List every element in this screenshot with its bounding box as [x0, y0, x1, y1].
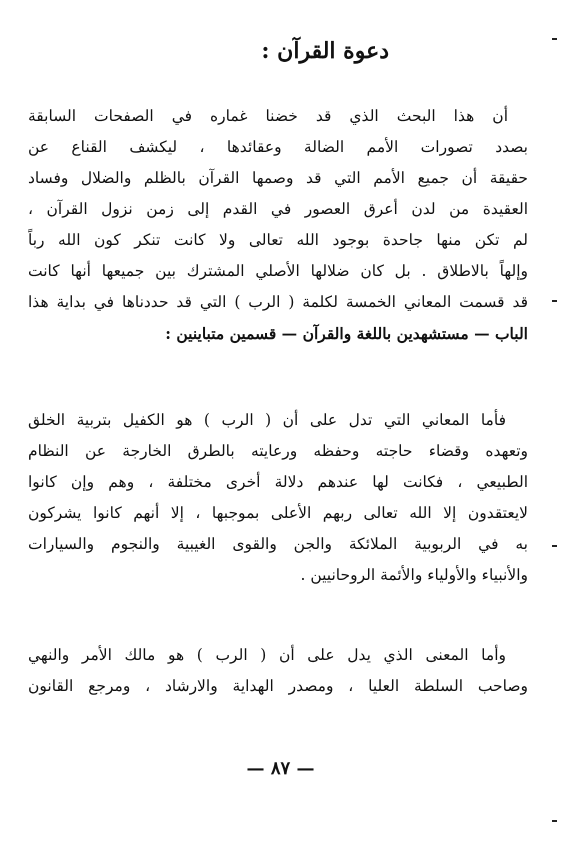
text-line: الطبيعي ، فكانت لها عندهم دلالة أخرى مختلفة ، وهم وإن كانوا: [28, 473, 528, 491]
section-heading: دعوة القرآن :: [261, 38, 389, 64]
text-line: وتعهده وقضاء حاجته وحفظه ورعايته بالطرق الخارجة عن النظام: [28, 442, 528, 460]
text-line: لايعتقدون إلا الله تعالى ربهم الأعلى بموجبها ، إلا أنهم كانوا يشركون: [28, 504, 528, 522]
text-line: العقيدة من لدن أعرق العصور في القدم إلى زمن نزول القرآن ،: [28, 200, 528, 218]
text-line: بصدد تصورات الأمم الضالة وعقائدها ، ليكشف القناع عن: [28, 138, 528, 156]
text-line: الباب — مستشهدين باللغة والقرآن — قسمين متباينين :: [165, 324, 528, 343]
text-line: وإلهاً بالاطلاق . بل كان ضلالها الأصلي المشترك بين جميعها أنها كانت: [28, 262, 528, 280]
text-line: به في الربوبية الملائكة والجن والقوى الغيبية والنجوم والسيارات: [28, 535, 528, 553]
text-line: لم تكن منها جاحدة بوجود الله تعالى ولا كانت تنكر كون الله رباً: [28, 231, 528, 249]
margin-mark: [552, 38, 557, 40]
text-line: حقيقة أن جميع الأمم التي قد وصمها القرآن بالظلم والضلال وفساد: [28, 169, 528, 187]
paragraph-2: [28, 405, 528, 591]
paragraph-3: [28, 640, 528, 702]
text-line: وصاحب السلطة العليا ، ومصدر الهداية والارشاد ، ومرجع القانون: [28, 677, 528, 695]
text-line: وأما المعنى الذي يدل على أن ( الرب ) هو مالك الأمر والنهي: [28, 646, 506, 664]
text-line: قد قسمت المعاني الخمسة لكلمة ( الرب ) التي قد حددناها في بداية هذا: [28, 293, 528, 311]
text-line: والأنبياء والأولياء والأئمة الروحانيين .: [300, 566, 528, 584]
text-line: أن هذا البحث الذي قد خضنا غماره في الصفحات السابقة: [28, 107, 508, 125]
paragraph-1: [28, 101, 528, 349]
margin-mark: [552, 545, 557, 547]
text-line: فأما المعاني التي تدل على أن ( الرب ) هو الكفيل بتربية الخلق: [28, 411, 506, 429]
page-number: — ٨٧ —: [246, 758, 315, 779]
margin-mark: [552, 300, 557, 302]
margin-mark: [552, 820, 557, 822]
